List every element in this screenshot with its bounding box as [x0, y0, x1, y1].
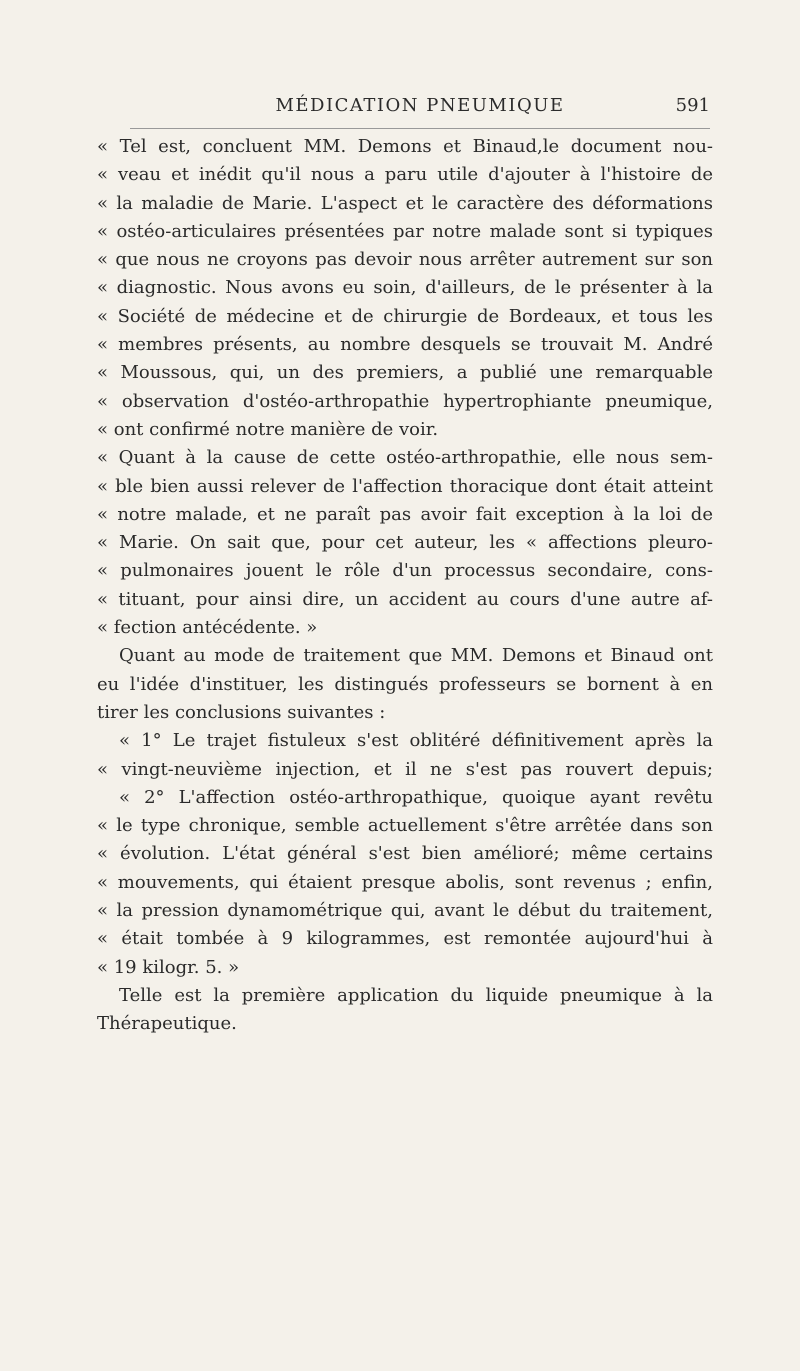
- text-line: Thérapeutique.: [97, 1013, 237, 1035]
- text-line: « que nous ne croyons pas devoir nous arrêter autrement sur son: [97, 249, 713, 271]
- text-line: « diagnostic. Nous avons eu soin, d'ailleurs, de le présenter à la: [97, 277, 713, 299]
- text-line: Quant au mode de traitement que MM. Demons et Binaud ont: [119, 645, 713, 667]
- text-line: « était tombée à 9 kilogrammes, est remontée aujourd'hui à: [97, 928, 713, 950]
- text-line: « ostéo-articulaires présentées par notre malade sont si typiques: [97, 220, 713, 242]
- text-line: « mouvements, qui étaient presque abolis, sont revenus ; enfin,: [97, 871, 713, 893]
- text-line: « la maladie de Marie. L'aspect et le caractère des déformations: [97, 192, 713, 214]
- text-line: « Quant à la cause de cette ostéo-arthropathie, elle nous sem-: [97, 447, 713, 469]
- text-line: « pulmonaires jouent le rôle d'un processus secondaire, cons-: [97, 560, 713, 582]
- running-header: [130, 95, 710, 125]
- text-line: « évolution. L'état général s'est bien amélioré; même certains: [97, 843, 713, 865]
- text-line: eu l'idée d'instituer, les distingués professeurs se bornent à en: [97, 673, 713, 695]
- text-line: « notre malade, et ne paraît pas avoir fait exception à la loi de: [97, 503, 713, 525]
- text-line: « membres présents, au nombre desquels se trouvait M. André: [97, 334, 713, 356]
- text-line: « Tel est, concluent MM. Demons et Binaud,le document nou-: [97, 136, 713, 157]
- text-line: « 2° L'affection ostéo-arthropathique, quoique ayant revêtu: [119, 786, 713, 808]
- text-line: « 19 kilogr. 5. »: [97, 956, 240, 978]
- text-line: « la pression dynamométrique qui, avant le début du traitement,: [97, 900, 713, 922]
- body-text: [97, 133, 713, 1039]
- text-line: « ble bien aussi relever de l'affection thoracique dont était atteint: [97, 475, 713, 497]
- text-line: « fection antécédente. »: [97, 617, 318, 639]
- text-line: Telle est la première application du liquide pneumique à la: [119, 984, 713, 1006]
- text-line: « vingt-neuvième injection, et il ne s'est pas rouvert depuis;: [97, 758, 713, 780]
- text-line: « ont confirmé notre manière de voir.: [97, 418, 439, 440]
- text-line: « tituant, pour ainsi dire, un accident au cours d'une autre af-: [97, 588, 713, 610]
- header-rule: [130, 128, 710, 129]
- header-title: MÉDICATION PNEUMIQUE: [275, 95, 565, 116]
- text-line: « observation d'ostéo-arthropathie hypertrophiante pneumique,: [97, 390, 713, 412]
- text-line: « Société de médecine et de chirurgie de Bordeaux, et tous les: [97, 305, 713, 327]
- page-number: 591: [675, 95, 710, 116]
- text-line: « 1° Le trajet fistuleux s'est oblitéré définitivement après la: [119, 730, 713, 752]
- text-line: « le type chronique, semble actuellement s'être arrêtée dans son: [97, 815, 713, 837]
- text-line: « Moussous, qui, un des premiers, a publié une remarquable: [97, 362, 713, 384]
- text-line: « Marie. On sait que, pour cet auteur, les « affections pleuro-: [97, 532, 713, 554]
- text-line: « veau et inédit qu'il nous a paru utile d'ajouter à l'histoire de: [97, 164, 713, 186]
- text-line: tirer les conclusions suivantes :: [97, 701, 386, 723]
